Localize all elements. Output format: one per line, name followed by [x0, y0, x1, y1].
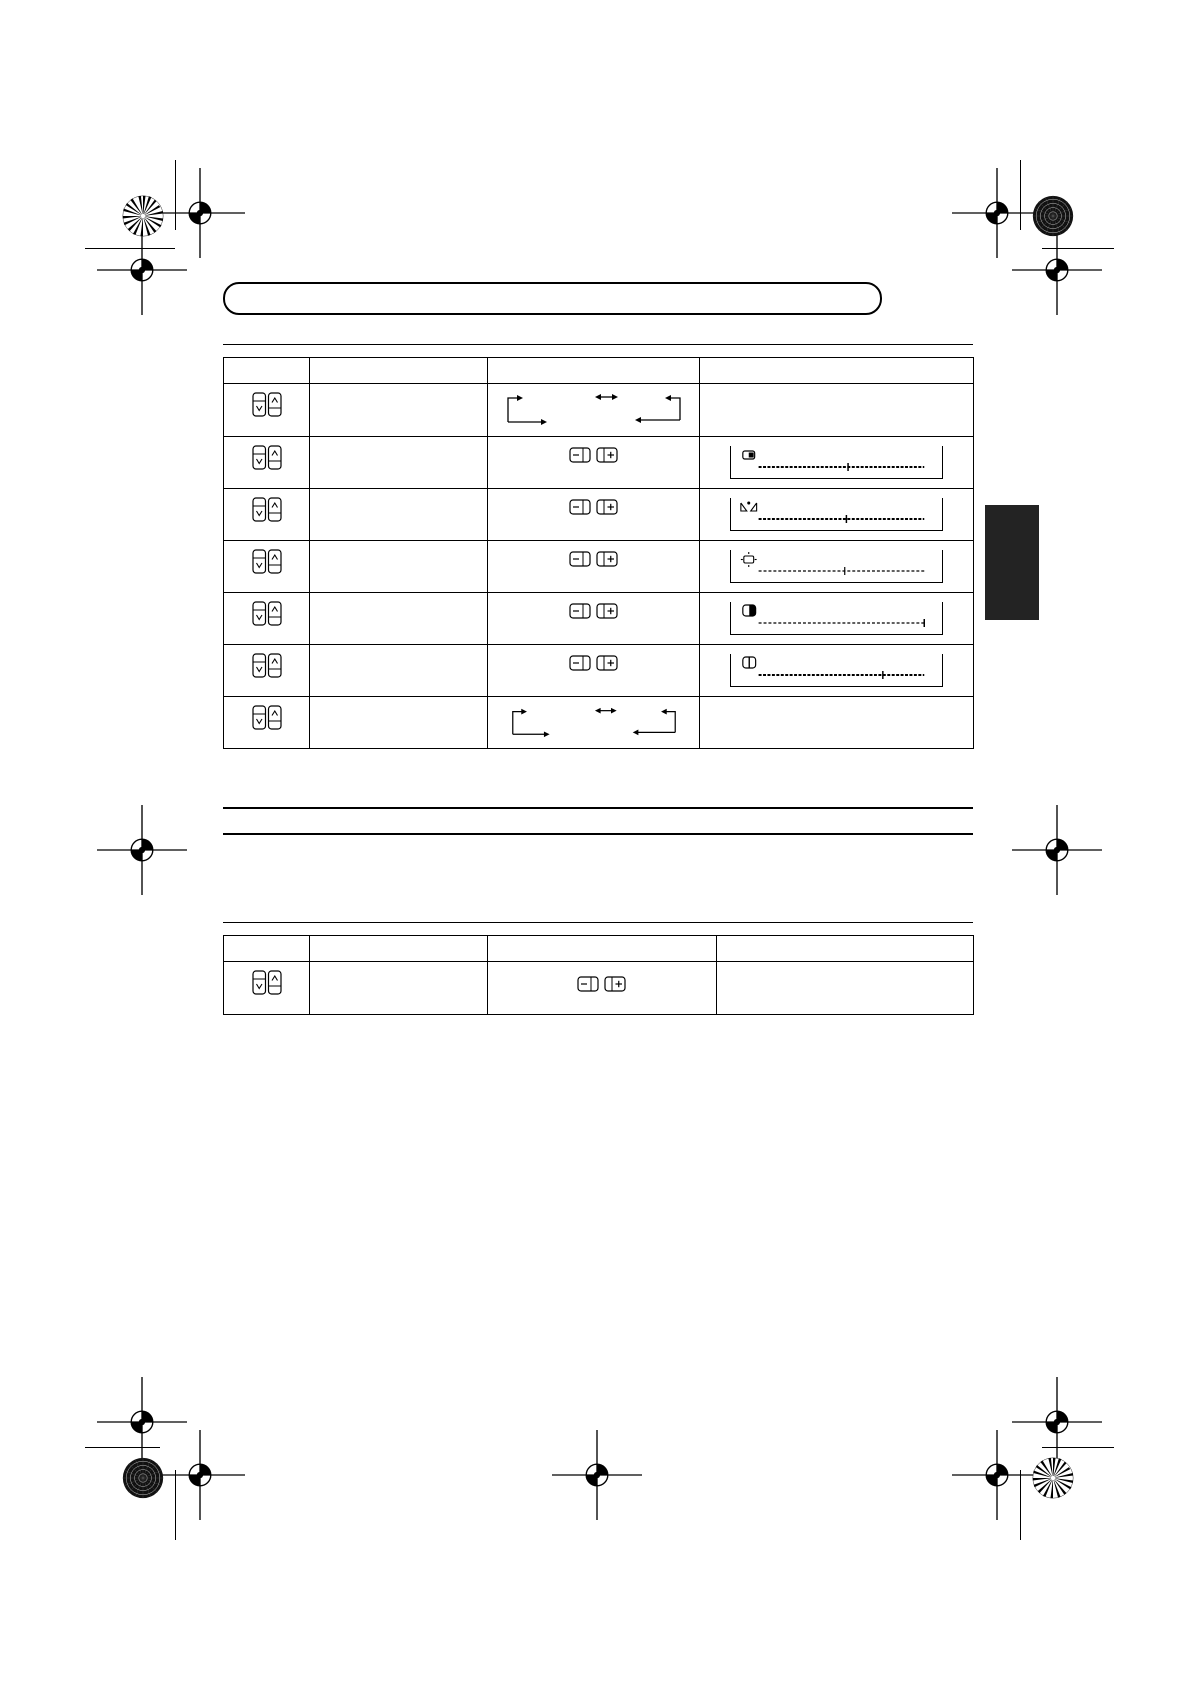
registration-crosshair-icon: [552, 1430, 642, 1520]
brightness-slider[interactable]: [730, 550, 943, 583]
item-label: [310, 593, 488, 645]
page-title-bar: [223, 282, 882, 315]
up-down-button-icon[interactable]: [252, 445, 282, 470]
table-row: [224, 384, 974, 437]
item-label: [310, 384, 488, 437]
table-row: [224, 645, 974, 697]
header-display: [717, 936, 974, 962]
registration-crosshair-icon: [97, 225, 187, 315]
section-rule-top: [223, 807, 973, 809]
header-button: [224, 358, 310, 384]
cycle-arrows-icon: [504, 392, 684, 426]
picture-slider[interactable]: [730, 446, 943, 479]
table-row: [224, 437, 974, 489]
second-adjust-table: [223, 935, 974, 1015]
up-down-button-icon[interactable]: [252, 392, 282, 417]
table-header-row: [224, 358, 974, 384]
light-starburst-icon: [122, 195, 164, 237]
item-label: [310, 962, 488, 1015]
table-header-row: [224, 936, 974, 962]
up-down-button-icon[interactable]: [252, 970, 282, 995]
table-row: [224, 962, 974, 1015]
picture-adjust-table: [223, 357, 974, 749]
item-label: [310, 437, 488, 489]
picture-icon: [743, 451, 755, 459]
tint-slider[interactable]: [730, 498, 943, 531]
table-row: [224, 593, 974, 645]
up-down-button-icon[interactable]: [252, 601, 282, 626]
header-item: [310, 358, 488, 384]
minus-plus-button-icon[interactable]: [569, 551, 619, 567]
minus-plus-button-icon[interactable]: [569, 447, 619, 463]
registration-crosshair-icon: [952, 1430, 1042, 1520]
header-display: [700, 358, 974, 384]
minus-plus-button-icon[interactable]: [577, 976, 627, 992]
registration-crosshair-icon: [1012, 225, 1102, 315]
cycle-arrows-icon: [509, 705, 679, 739]
registration-crosshair-icon: [1012, 805, 1102, 895]
up-down-button-icon[interactable]: [252, 497, 282, 522]
up-down-button-icon[interactable]: [252, 653, 282, 678]
sharpness-slider[interactable]: [730, 654, 943, 687]
table-row: [224, 489, 974, 541]
contrast-icon: [743, 605, 756, 616]
light-starburst-icon: [1032, 1457, 1074, 1499]
item-label: [310, 645, 488, 697]
header-action: [488, 936, 717, 962]
header-item: [310, 936, 488, 962]
contrast-slider[interactable]: [730, 602, 943, 635]
up-down-button-icon[interactable]: [252, 705, 282, 730]
rule: [223, 344, 973, 345]
header-button: [224, 936, 310, 962]
tint-icon: [741, 502, 757, 511]
header-action: [488, 358, 700, 384]
registration-crosshair-icon: [155, 1430, 245, 1520]
dark-starburst-icon: [122, 1457, 164, 1499]
registration-crosshair-icon: [97, 805, 187, 895]
table-row: [224, 541, 974, 593]
minus-plus-button-icon[interactable]: [569, 499, 619, 515]
section-rule-bottom: [223, 833, 973, 835]
item-label: [310, 697, 488, 749]
rule: [223, 922, 973, 923]
section-tab: [985, 505, 1039, 620]
minus-plus-button-icon[interactable]: [569, 603, 619, 619]
item-label: [310, 541, 488, 593]
sharpness-icon: [743, 657, 756, 668]
up-down-button-icon[interactable]: [252, 549, 282, 574]
minus-plus-button-icon[interactable]: [569, 655, 619, 671]
item-label: [310, 489, 488, 541]
dark-starburst-icon: [1032, 195, 1074, 237]
brightness-icon: [741, 552, 757, 567]
table-row: [224, 697, 974, 749]
